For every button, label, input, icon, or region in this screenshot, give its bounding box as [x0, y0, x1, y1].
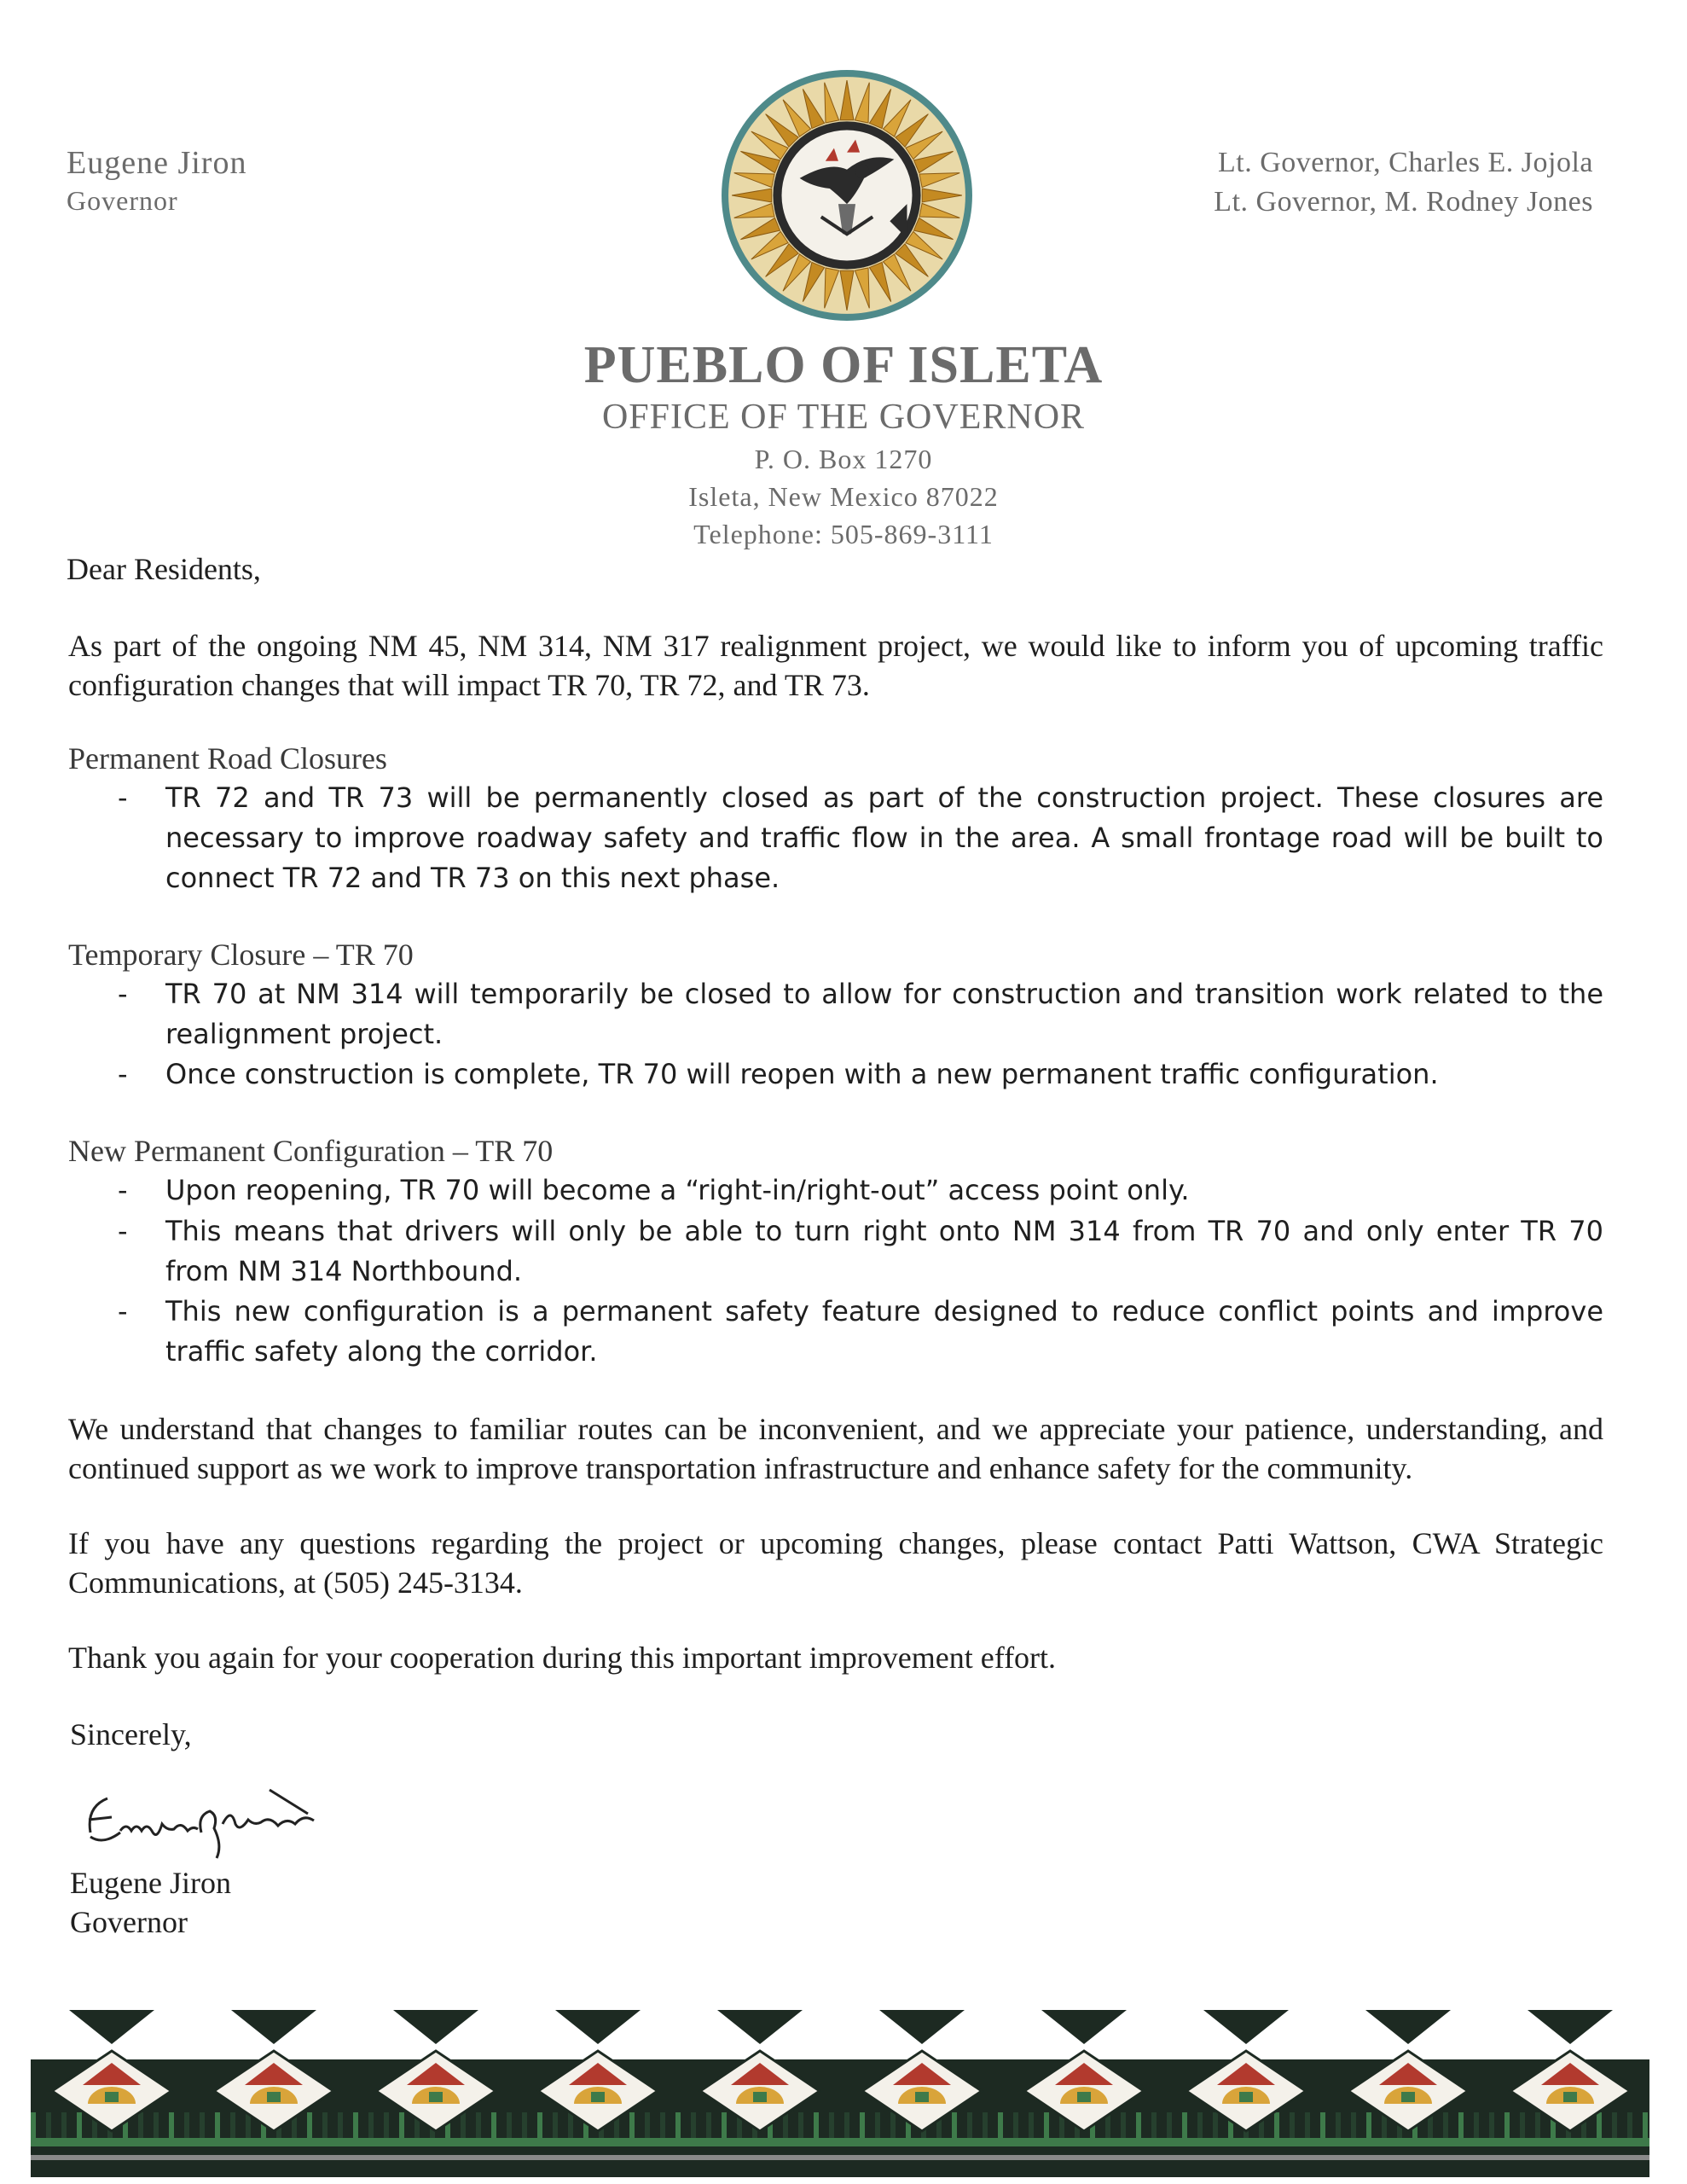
- office-name: OFFICE OF THE GOVERNOR: [601, 398, 1086, 437]
- governor-title: Governor: [67, 185, 178, 216]
- signer-title: Governor: [70, 1905, 188, 1939]
- border-stripe: [154, 2112, 159, 2138]
- lt-governors-header: [1214, 143, 1593, 222]
- border-stripe: [1366, 2112, 1371, 2138]
- border-stripe: [844, 2112, 849, 2138]
- border-stripe: [875, 2112, 880, 2138]
- border-stripe: [200, 2112, 205, 2138]
- bullet-text: This means that drivers will only be able to turn right onto NM 314 from TR 70 and only enter TR 70 from NM 314 Northbound.: [165, 1215, 1603, 1287]
- border-stripe: [553, 2112, 558, 2138]
- bullet-dash: -: [118, 978, 128, 1010]
- border-stripe: [1612, 2112, 1617, 2138]
- border-stripe: [368, 2112, 374, 2138]
- border-stripe: [1136, 2112, 1141, 2138]
- section-heading: Permanent Road Closures: [68, 741, 387, 775]
- questions-paragraph: If you have any questions regarding the project or upcoming changes, please contact Patti Wattson, CWA Strategic Communications, at (505) 245-3134.: [68, 1526, 1603, 1600]
- border-stripe: [1597, 2112, 1602, 2138]
- signer-name: Eugene Jiron: [70, 1866, 231, 1900]
- border-stripe: [1474, 2112, 1479, 2138]
- handwritten-signature: [73, 1773, 355, 1867]
- bullet-text: TR 70 at NM 314 will temporarily be closed to allow for construction and transition work related to the realignment project.: [165, 978, 1603, 1050]
- intro-paragraph: As part of the ongoing NM 45, NM 314, NM 317 realignment project, we would like to inform you of upcoming traffic configuration changes that will impact TR 70, TR 72, and TR 73.: [68, 629, 1603, 702]
- border-stripe: [1627, 2112, 1632, 2138]
- border-inner-green: [267, 2092, 281, 2102]
- border-stripe: [1213, 2112, 1218, 2138]
- section-heading: Temporary Closure – TR 70: [68, 938, 414, 972]
- bullet-dash: -: [118, 781, 128, 814]
- border-stripe: [675, 2112, 681, 2138]
- border-stripe: [568, 2112, 573, 2138]
- border-inner-green: [1077, 2092, 1091, 2102]
- telephone: Telephone: 505-869-3111: [693, 519, 994, 549]
- governor-name: Eugene Jiron: [67, 145, 247, 181]
- border-stripe: [798, 2112, 803, 2138]
- border-stripe: [522, 2112, 527, 2138]
- border-stripe: [952, 2112, 957, 2138]
- bullet-text: This new configuration is a permanent safety feature designed to reduce conflict points and improve traffic safety along the corridor.: [165, 1295, 1603, 1368]
- border-stripe: [138, 2112, 143, 2138]
- bullet-text: Upon reopening, TR 70 will become a “right-in/right-out” access point only.: [165, 1174, 1190, 1206]
- border-stripe: [384, 2112, 389, 2138]
- border-stripe: [1151, 2112, 1157, 2138]
- border-stripe: [1489, 2112, 1494, 2138]
- border-stripe: [215, 2112, 220, 2138]
- governor-header: [67, 143, 246, 218]
- border-stripe: [1351, 2112, 1356, 2138]
- border-stripe: [1044, 2112, 1049, 2138]
- border-stripe: [338, 2112, 343, 2138]
- border-stripe: [1535, 2112, 1540, 2138]
- border-stripe: [1520, 2112, 1525, 2138]
- border-stripe: [184, 2112, 189, 2138]
- border-stripe: [1290, 2112, 1295, 2138]
- border-stripe: [307, 2112, 312, 2138]
- border-stripe: [353, 2112, 358, 2138]
- bullet-text: Once construction is complete, TR 70 will reopen with a new permanent traffic configuration.: [165, 1058, 1439, 1090]
- border-stripe: [230, 2112, 235, 2138]
- border-stripe: [660, 2112, 665, 2138]
- border-stripe: [1029, 2112, 1034, 2138]
- border-stripe: [1167, 2112, 1172, 2138]
- border-stripe: [967, 2112, 972, 2138]
- border-stripe: [860, 2112, 865, 2138]
- border-inner-green: [915, 2092, 929, 2102]
- border-stripe: [645, 2112, 650, 2138]
- border-stripe: [1013, 2112, 1018, 2138]
- border-stripe: [476, 2112, 481, 2138]
- border-stripe: [722, 2112, 727, 2138]
- border-stripe: [1121, 2112, 1126, 2138]
- bullet-dash: -: [118, 1295, 128, 1327]
- border-stripe: [829, 2112, 834, 2138]
- bullet-dash: -: [118, 1215, 128, 1247]
- border-stripe: [1274, 2112, 1279, 2138]
- thanks-paragraph: Thank you again for your cooperation during this important improvement effort.: [68, 1641, 1057, 1675]
- border-stripe: [890, 2112, 896, 2138]
- border-stripe: [629, 2112, 635, 2138]
- border-stripe: [1443, 2112, 1448, 2138]
- border-inner-green: [429, 2092, 443, 2102]
- border-stripe: [399, 2112, 404, 2138]
- section-heading: New Permanent Configuration – TR 70: [68, 1134, 554, 1168]
- salutation: Dear Residents,: [67, 552, 261, 586]
- border-stripe: [169, 2112, 174, 2138]
- lt-governor-1: Lt. Governor, Charles E. Jojola: [1218, 147, 1593, 178]
- border-stripe: [77, 2112, 82, 2138]
- border-stripe: [31, 2112, 36, 2138]
- border-stripe: [491, 2112, 496, 2138]
- border-stripe: [1305, 2112, 1310, 2138]
- border-stripe: [706, 2112, 711, 2138]
- decorative-border: [31, 2010, 1649, 2177]
- border-inner-green: [753, 2092, 767, 2102]
- border-stripe: [1320, 2112, 1325, 2138]
- understanding-paragraph: We understand that changes to familiar routes can be inconvenient, and we appreciate your patience, understanding, and continued support as we work to improve transportation infrastructure and enhance safety for the community.: [68, 1412, 1603, 1485]
- lt-governor-2: Lt. Governor, M. Rodney Jones: [1214, 186, 1593, 218]
- border-stripe: [1504, 2112, 1510, 2138]
- pueblo-seal-icon: [718, 67, 976, 324]
- border-stripe: [507, 2112, 512, 2138]
- border-inner-green: [1239, 2092, 1253, 2102]
- border-stripe: [691, 2112, 696, 2138]
- border-stripe: [814, 2112, 819, 2138]
- border-stripe: [1458, 2112, 1464, 2138]
- border-inner-green: [591, 2092, 605, 2102]
- border-stripe: [461, 2112, 466, 2138]
- org-name: PUEBLO OF ISLETA: [583, 336, 1104, 394]
- city-state: Isleta, New Mexico 87022: [688, 481, 999, 512]
- bullet-text: TR 72 and TR 73 will be permanently closed as part of the construction project. These closures are necessary to improve roadway safety and traffic flow in the area. A small frontage road will be built to connect TR 72 and TR 73 on this next phase.: [165, 781, 1603, 894]
- closing: Sincerely,: [70, 1717, 192, 1751]
- border-stripe: [1182, 2112, 1187, 2138]
- border-stripe: [537, 2112, 542, 2138]
- po-box: P. O. Box 1270: [754, 444, 933, 474]
- bullet-dash: -: [118, 1058, 128, 1090]
- border-stripe: [46, 2112, 51, 2138]
- border-stripe: [1336, 2112, 1341, 2138]
- border-inner-green: [1401, 2092, 1415, 2102]
- border-stripe: [998, 2112, 1003, 2138]
- border-stripe: [1197, 2112, 1203, 2138]
- border-stripe: [322, 2112, 328, 2138]
- border-stripe: [983, 2112, 988, 2138]
- border-stripe: [1643, 2112, 1648, 2138]
- border-inner-green: [1563, 2092, 1577, 2102]
- border-inner-green: [105, 2092, 119, 2102]
- bullet-dash: -: [118, 1174, 128, 1206]
- border-stripe: [61, 2112, 67, 2138]
